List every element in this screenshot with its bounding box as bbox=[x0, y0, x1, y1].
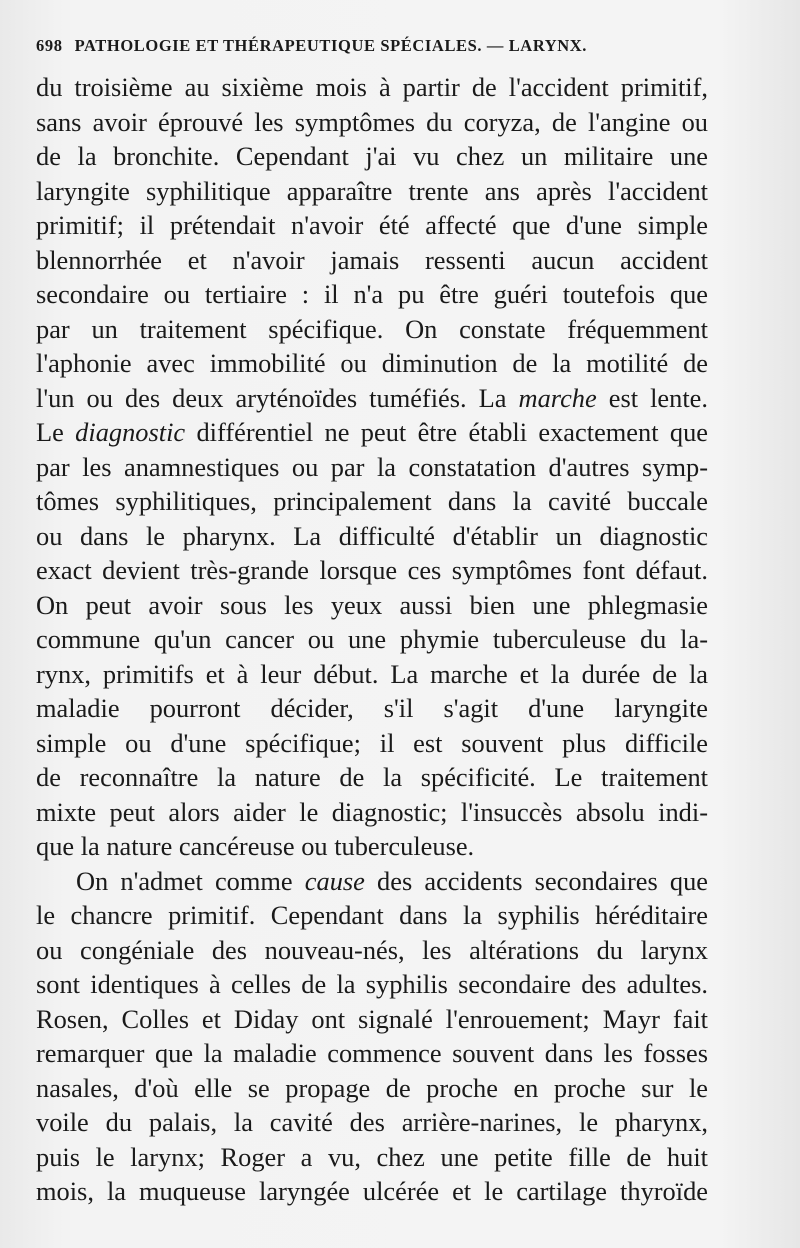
text-fragment: On n'admet comme bbox=[76, 865, 305, 896]
text-line: remarquer que la maladie commence souvent dans les fosses bbox=[36, 1038, 708, 1068]
text-line: de reconnaître la nature de la spécificité. Le traitement bbox=[36, 762, 708, 792]
text-line: du troisième au sixième mois à partir de l'accident primitif, bbox=[36, 72, 708, 102]
text-line: rynx, primitifs et à leur début. La marche et la durée de la bbox=[36, 658, 708, 689]
text-line: puis le larynx; Roger a vu, chez une petite fille de huit bbox=[36, 1141, 708, 1172]
text-line: simple ou d'une spécifique; il est souvent plus difficile bbox=[36, 727, 708, 758]
text-line bbox=[36, 415, 708, 450]
text-line: secondaire ou tertiaire : il n'a pu être guéri toutefois que bbox=[36, 279, 708, 309]
text-fragment: l'un ou des deux aryténoïdes tuméfiés. La bbox=[36, 382, 519, 413]
text-line: blennorrhée et n'avoir jamais ressenti aucun accident bbox=[36, 244, 708, 275]
text-line: laryngite syphilitique apparaître trente ans après l'accident bbox=[36, 175, 708, 206]
running-title: PATHOLOGIE ET THÉRAPEUTIQUE SPÉCIALES. — LARYNX. bbox=[74, 36, 588, 55]
text-fragment: différentiel ne peut être établi exactement que bbox=[185, 417, 708, 447]
running-header bbox=[36, 36, 656, 56]
text-line: primitif; il prétendait n'avoir été affecté que d'une simple bbox=[36, 210, 708, 240]
emphasized-term: diagnostic bbox=[75, 417, 186, 447]
page-number: 698 bbox=[36, 36, 63, 55]
text-line: par un traitement spécifique. On constate fréquemment bbox=[36, 313, 708, 344]
text-line: sans avoir éprouvé les symptômes du coryza, de l'angine ou bbox=[36, 106, 708, 137]
text-line: le chancre primitif. Cependant dans la syphilis héréditaire bbox=[36, 900, 708, 930]
text-line: voile du palais, la cavité des arrière-narines, le pharynx, bbox=[36, 1107, 708, 1137]
text-line bbox=[36, 381, 708, 416]
text-line: mixte peut alors aider le diagnostic; l'insuccès absolu indi- bbox=[36, 796, 708, 827]
text-line: mois, la muqueuse laryngée ulcérée et le cartilage thyroïde bbox=[36, 1176, 708, 1206]
text-line: l'aphonie avec immobilité ou diminution de la motilité de bbox=[36, 348, 708, 378]
text-line: On peut avoir sous les yeux aussi bien une phlegmasie bbox=[36, 589, 708, 620]
text-line: nasales, d'où elle se propage de proche en proche sur le bbox=[36, 1072, 708, 1103]
emphasized-term: cause bbox=[304, 865, 365, 896]
body-text bbox=[36, 70, 708, 1209]
text-line: commune qu'un cancer ou une phymie tuberculeuse du la- bbox=[36, 624, 708, 654]
text-line: par les anamnestiques ou par la constatation d'autres symp- bbox=[36, 451, 708, 482]
emphasized-term: marche bbox=[518, 382, 597, 413]
text-fragment: Le bbox=[36, 417, 76, 447]
text-fragment: des accidents secondaires que bbox=[364, 865, 708, 896]
text-line: exact devient très-grande lorsque ces symptômes font défaut. bbox=[36, 555, 708, 585]
text-line: ou congéniale des nouveau-nés, les altérations du larynx bbox=[36, 934, 708, 965]
text-line: tômes syphilitiques, principalement dans la cavité buccale bbox=[36, 486, 708, 516]
text-line: sont identiques à celles de la syphilis secondaire des adultes. bbox=[36, 969, 708, 999]
text-line: ou dans le pharynx. La difficulté d'établir un diagnostic bbox=[36, 520, 708, 551]
text-line: de la bronchite. Cependant j'ai vu chez un militaire une bbox=[36, 141, 708, 171]
text-line: maladie pourront décider, s'il s'agit d'une laryngite bbox=[36, 693, 708, 723]
text-line: que la nature cancéreuse ou tuberculeuse. bbox=[36, 831, 475, 861]
text-fragment: est lente. bbox=[596, 382, 708, 413]
text-line bbox=[36, 864, 708, 899]
text-line: Rosen, Colles et Diday ont signalé l'enrouement; Mayr fait bbox=[36, 1003, 708, 1034]
